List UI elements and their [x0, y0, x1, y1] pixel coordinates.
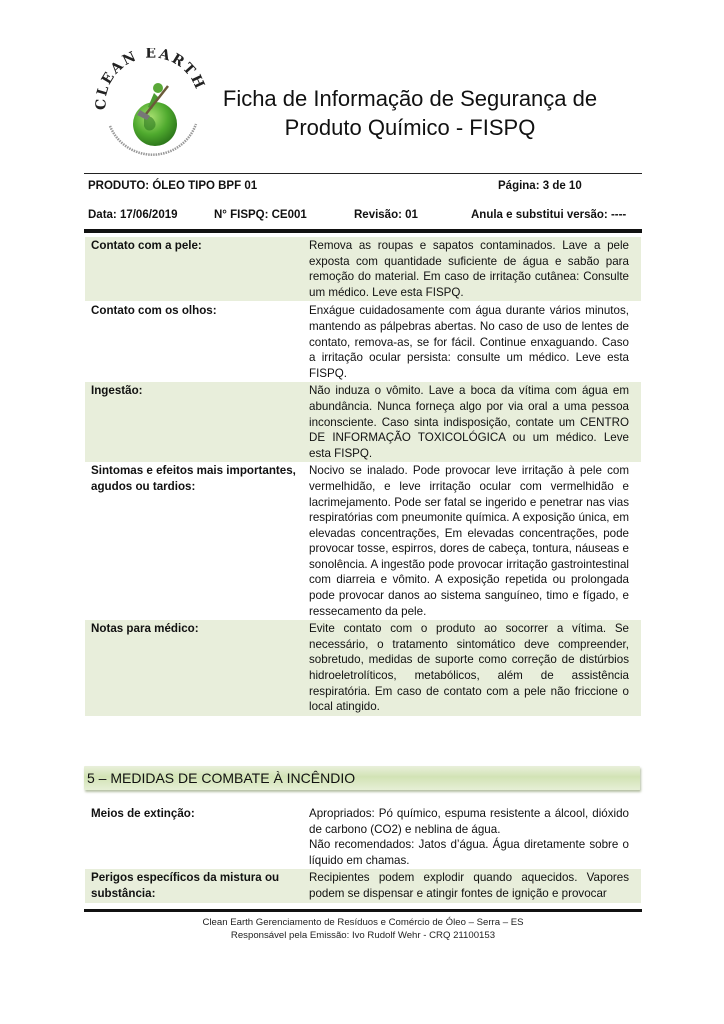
row-value: Remova as roupas e sapatos contaminados. Lave a pele exposta com quantidade suficiente de água e sabão para remoção do material. Em caso de irritação cutânea: Consulte um médico. Leve esta FISPQ. [309, 239, 629, 299]
row-value: Nocivo se inalado. Pode provocar leve irritação à pele com vermelhidão, e leve irritação ocular com vermelhidão e lacrimejamento. Pode ser fatal se ingerido e penetrar nas vias respiratórias com pneumonite química. A exposição única, em elevadas concentrações, Em elevadas concentrações, pode provocar tosse, espirros, dores de cabeça, tontura, náuseas e sonolência. A ingestão pode provocar irritação gastrointestinal com diarreia e vômito. A exposição repetida ou prolongada pode provocar danos ao sistema sanguíneo, timo e fígado, e ressecamento da pele. [309, 464, 629, 618]
row-value [309, 805, 629, 869]
row-label: Ingestão: [91, 384, 143, 398]
page-number: Página: 3 de 10 [498, 180, 582, 192]
revision-number: Revisão: 01 [354, 209, 418, 221]
table-row [85, 869, 641, 902]
fispq-number: N° FISPQ: CE001 [214, 209, 307, 221]
document-title [200, 84, 620, 142]
company-logo [92, 48, 212, 158]
row-label: Sintomas e efeitos mais importantes, agudos ou tardios: [91, 464, 296, 493]
footer-responsible: Responsável pela Emissão: Ivo Rudolf Wehr - CRQ 21100153 [230, 929, 496, 941]
row-value: Enxágue cuidadosamente com água durante vários minutos, mantendo as pálpebras abertas. No caso de uso de lentes de contato, remova-as, se for fácil. Continue enxaguando. Caso a irritação ocular persista: consulte um médico. Leve esta FISPQ. [309, 304, 629, 380]
earth-logo-icon [92, 48, 212, 158]
product-name: PRODUTO: ÓLEO TIPO BPF 01 [88, 180, 258, 192]
row-value: Não induza o vômito. Lave a boca da vítima com água em abundância. Nunca forneça algo por via oral a uma pessoa inconsciente. Caso sinta indisposição, contate um CENTRO DE INFORMAÇÃO TOXICOLÓGICA ou um médico. Leve esta FISPQ. [309, 384, 629, 460]
title-line-2: Produto Químico - FISPQ [284, 115, 536, 140]
title-line-1: Ficha de Informação de Segurança de [222, 86, 598, 111]
section-5-title: 5 – MEDIDAS DE COMBATE À INCÊNDIO [87, 770, 356, 786]
table-row [85, 382, 641, 462]
table-row [85, 620, 641, 716]
fire-fighting-table [85, 805, 641, 903]
row-value: Recipientes podem explodir quando aquecidos. Vapores podem se dispensar e atingir fontes de ignição e provocar [309, 871, 629, 900]
svg-text:CLEAN EARTH: CLEAN EARTH [93, 48, 209, 111]
table-row [85, 462, 641, 620]
row-label: Perigos específicos da mistura ou substância: [91, 871, 280, 900]
row-label: Notas para médico: [91, 622, 199, 636]
footer-company: Clean Earth Gerenciamento de Resíduos e Comércio de Óleo – Serra – ES [202, 917, 524, 928]
table-row [85, 805, 641, 869]
row-label: Contato com a pele: [91, 239, 202, 252]
table-row [85, 237, 641, 301]
first-aid-table [85, 237, 641, 716]
table-row [85, 301, 641, 382]
issue-date: Data: 17/06/2019 [88, 209, 178, 221]
suitable-media: Apropriados: Pó químico, espuma resistente a álcool, dióxido de carbono (CO2) e neblina de água. [309, 807, 629, 836]
header-divider [84, 173, 642, 174]
replaces-version: Anula e substitui versão: ---- [471, 209, 627, 221]
unsuitable-media: Não recomendados: Jatos d’água. Água diretamente sobre o líquido em chamas. [309, 838, 629, 867]
footer-divider [84, 909, 642, 912]
row-label: Contato com os olhos: [91, 304, 217, 318]
page-footer [84, 917, 642, 942]
meta-divider [84, 229, 642, 233]
section-5-header [84, 766, 640, 790]
row-label: Meios de extinção: [91, 807, 195, 820]
row-value: Evite contato com o produto ao socorrer a vítima. Se necessário, o tratamento sintomático deve compreender, sobretudo, medidas de suporte como correção de distúrbios hidroeletrolíticos, metabólicos, além de assistência respiratória. Em caso de contato com a pele não friccione o local atingido. [309, 622, 629, 714]
